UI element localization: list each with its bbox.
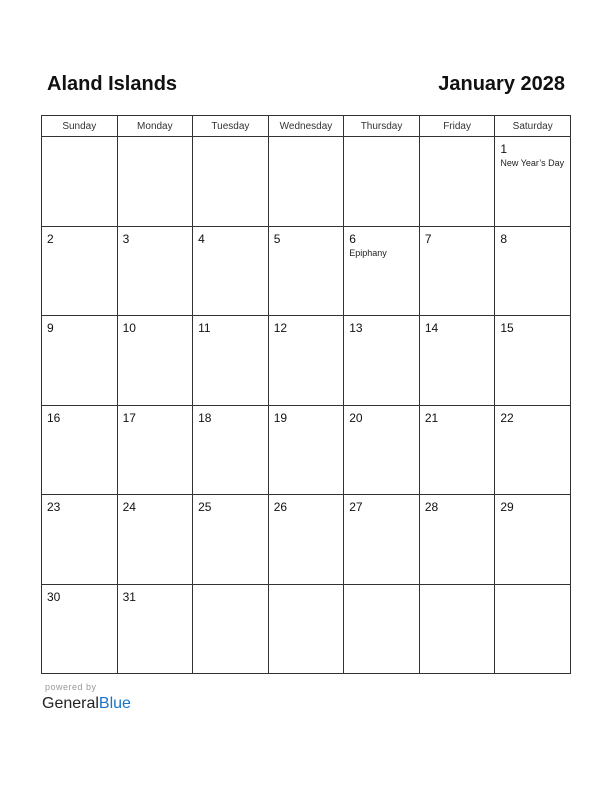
day-cell xyxy=(268,405,344,495)
day-number: 17 xyxy=(122,410,136,425)
day-cell xyxy=(117,584,193,674)
day-cell xyxy=(495,137,571,227)
day-cell xyxy=(42,316,118,406)
day-number: 10 xyxy=(122,321,136,335)
week-row xyxy=(42,137,571,227)
day-number: 31 xyxy=(122,589,136,604)
day-number: 6 xyxy=(349,231,356,246)
day-number: 27 xyxy=(349,500,363,514)
week-row xyxy=(42,584,571,674)
day-cell xyxy=(193,316,269,406)
empty-day-cell xyxy=(419,137,495,227)
day-cell xyxy=(495,316,571,406)
empty-day-cell xyxy=(268,584,344,674)
brand-blue-text: Blue xyxy=(98,695,131,712)
day-number: 19 xyxy=(273,410,288,425)
day-number: 13 xyxy=(349,321,363,335)
day-number: 9 xyxy=(47,321,54,335)
weekday-monday: Monday xyxy=(117,116,193,137)
day-cell xyxy=(42,405,118,495)
empty-day-cell xyxy=(344,137,420,227)
holiday-label: New Year’s Day xyxy=(500,158,565,168)
day-number: 25 xyxy=(198,500,212,514)
brand-general-text: General xyxy=(42,695,99,712)
day-cell xyxy=(117,495,193,585)
region-title: Aland Islands xyxy=(47,73,178,95)
day-number: 24 xyxy=(122,500,136,514)
day-cell xyxy=(42,584,118,674)
day-number: 29 xyxy=(500,500,514,514)
day-number: 3 xyxy=(122,231,130,246)
day-number: 11 xyxy=(198,321,211,335)
week-row xyxy=(42,495,571,585)
day-cell xyxy=(268,226,344,316)
day-cell xyxy=(42,495,118,585)
weekday-header-row xyxy=(42,116,571,137)
day-cell xyxy=(268,495,344,585)
day-cell xyxy=(495,495,571,585)
week-row xyxy=(42,405,571,495)
holiday-label: Epiphany xyxy=(349,247,387,258)
empty-day-cell xyxy=(193,137,269,227)
empty-day-cell xyxy=(268,137,344,227)
day-number: 12 xyxy=(273,321,288,335)
day-cell xyxy=(117,316,193,406)
day-cell xyxy=(344,405,420,495)
day-cell xyxy=(344,226,420,316)
day-number: 23 xyxy=(47,500,61,514)
day-number: 22 xyxy=(500,410,514,425)
day-number: 4 xyxy=(198,231,205,246)
empty-day-cell xyxy=(42,137,118,227)
day-number: 21 xyxy=(424,410,439,425)
powered-by-label: powered by xyxy=(45,682,97,692)
day-number: 15 xyxy=(500,321,514,335)
day-number: 20 xyxy=(349,410,363,425)
empty-day-cell xyxy=(193,584,269,674)
day-cell xyxy=(419,495,495,585)
day-cell xyxy=(495,226,571,316)
day-number: 26 xyxy=(273,500,288,514)
day-number: 1 xyxy=(500,142,508,156)
day-cell xyxy=(193,495,269,585)
day-cell xyxy=(193,405,269,495)
day-cell xyxy=(344,495,420,585)
empty-day-cell xyxy=(117,137,193,227)
day-number: 14 xyxy=(424,321,439,335)
day-cell xyxy=(268,316,344,406)
weekday-friday: Friday xyxy=(419,116,495,137)
empty-day-cell xyxy=(419,584,495,674)
week-row xyxy=(42,316,571,406)
day-number: 7 xyxy=(424,231,432,246)
weekday-saturday: Saturday xyxy=(495,116,571,137)
day-cell xyxy=(419,226,495,316)
weekday-tuesday: Tuesday xyxy=(193,116,269,137)
day-cell xyxy=(193,226,269,316)
weekday-wednesday: Wednesday xyxy=(268,116,344,137)
weekday-thursday: Thursday xyxy=(344,116,420,137)
day-cell xyxy=(495,405,571,495)
empty-day-cell xyxy=(495,584,571,674)
calendar-grid xyxy=(41,115,571,674)
day-cell xyxy=(344,316,420,406)
day-cell xyxy=(117,405,193,495)
generalblue-logo xyxy=(42,694,131,714)
month-year-title: January 2028 xyxy=(438,73,565,95)
day-number: 16 xyxy=(47,410,61,425)
empty-day-cell xyxy=(344,584,420,674)
day-number: 5 xyxy=(273,231,281,246)
weekday-sunday: Sunday xyxy=(42,116,118,137)
day-cell xyxy=(419,405,495,495)
day-cell xyxy=(419,316,495,406)
day-number: 30 xyxy=(47,589,61,604)
day-number: 8 xyxy=(500,231,508,246)
day-number: 28 xyxy=(424,500,439,514)
day-cell xyxy=(42,226,118,316)
day-cell xyxy=(117,226,193,316)
week-row xyxy=(42,226,571,316)
day-number: 2 xyxy=(47,231,54,246)
day-number: 18 xyxy=(198,410,212,425)
